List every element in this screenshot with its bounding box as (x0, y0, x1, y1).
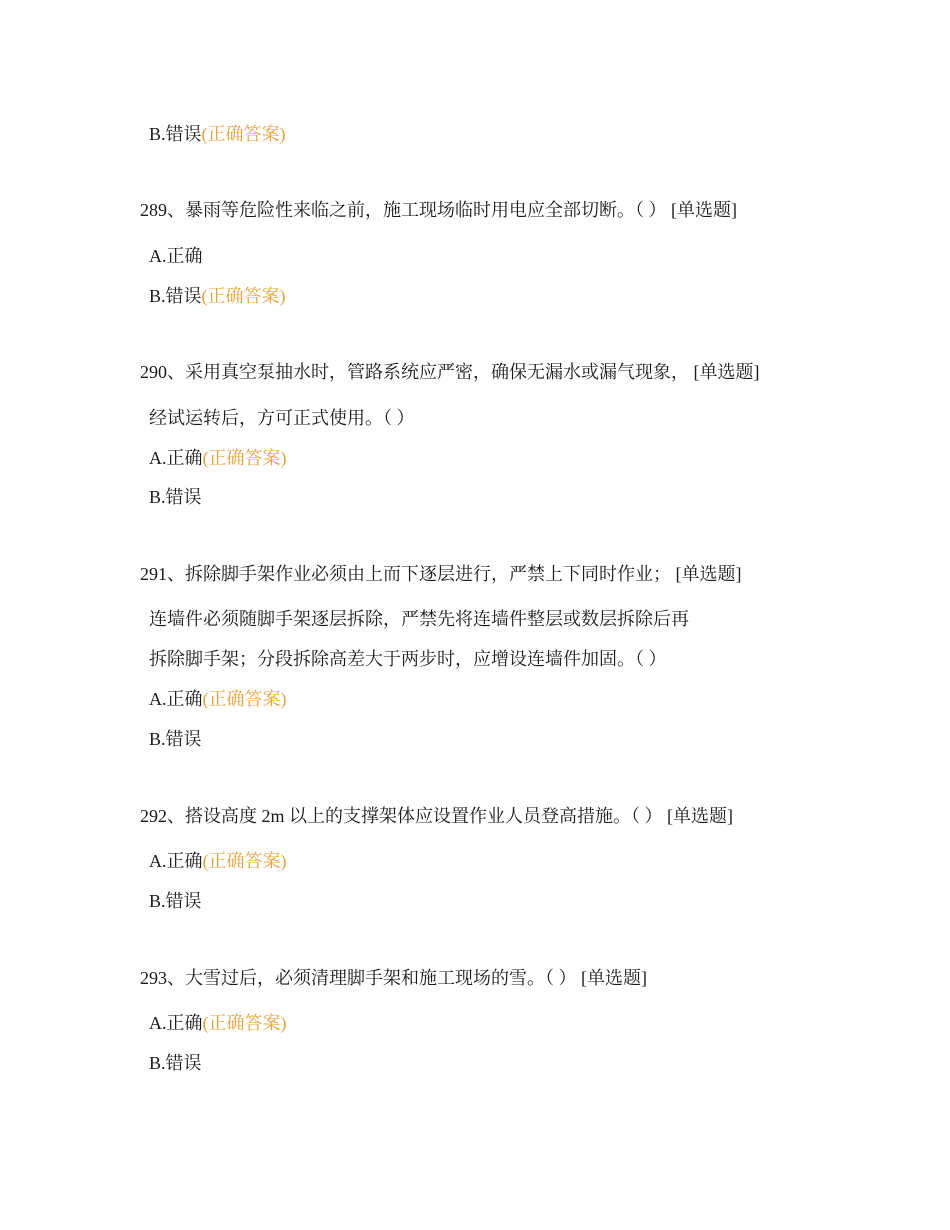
question-289-stem: 289、暴雨等危险性来临之前，施工现场临时用电应全部切断。（ ） [单选题] (140, 200, 737, 220)
question-292-option-b (149, 889, 202, 913)
option-text: A.正确 (149, 1013, 203, 1033)
correct-answer-tag: (正确答案) (201, 124, 286, 144)
option-text: B.错误 (149, 286, 202, 306)
question-291-stem: 291、拆除脚手架作业必须由上而下逐层进行，严禁上下同时作业； [单选题] (140, 564, 742, 584)
option-text: A.正确 (149, 689, 203, 709)
option-text: B.错误 (149, 487, 202, 507)
question-291-stem-cont-2: 拆除脚手架；分段拆除高差大于两步时，应增设连墙件加固。（ ） (149, 649, 667, 669)
option-text: A.正确 (149, 448, 203, 468)
option-text: A.正确 (149, 851, 203, 871)
correct-answer-tag: (正确答案) (202, 1013, 287, 1033)
question-293-option-b (149, 1051, 202, 1075)
option-text: B.错误 (149, 891, 202, 911)
correct-answer-tag: (正确答案) (202, 448, 287, 468)
question-290-stem: 290、采用真空泵抽水时，管路系统应严密，确保无漏水或漏气现象， [单选题] (140, 362, 760, 382)
question-291-option-a (149, 687, 287, 711)
question-290-stem-cont: 经试运转后，方可正式使用。（ ） (149, 408, 415, 428)
option-text: A.正确 (149, 246, 203, 266)
question-290-option-a (149, 446, 287, 470)
question-291-option-b (149, 727, 202, 751)
correct-answer-tag: (正确答案) (202, 851, 287, 871)
correct-answer-tag: (正确答案) (201, 286, 286, 306)
question-290-option-b (149, 485, 202, 509)
question-292-option-a (149, 849, 287, 873)
question-293-option-a (149, 1011, 287, 1035)
question-289-option-b (149, 284, 286, 308)
question-293-stem: 293、大雪过后，必须清理脚手架和施工现场的雪。（ ） [单选题] (140, 968, 647, 988)
option-text: B.错误 (149, 729, 202, 749)
question-291-stem-cont-1: 连墙件必须随脚手架逐层拆除，严禁先将连墙件整层或数层拆除后再 (149, 609, 689, 629)
correct-answer-tag: (正确答案) (202, 689, 287, 709)
question-289-option-a (149, 244, 203, 268)
option-b-prev (149, 122, 286, 146)
question-292-stem: 292、搭设高度 2m 以上的支撑架体应设置作业人员登高措施。（ ） [单选题] (140, 806, 733, 826)
option-text: B.错误 (149, 1053, 202, 1073)
option-text: B.错误 (149, 124, 202, 144)
